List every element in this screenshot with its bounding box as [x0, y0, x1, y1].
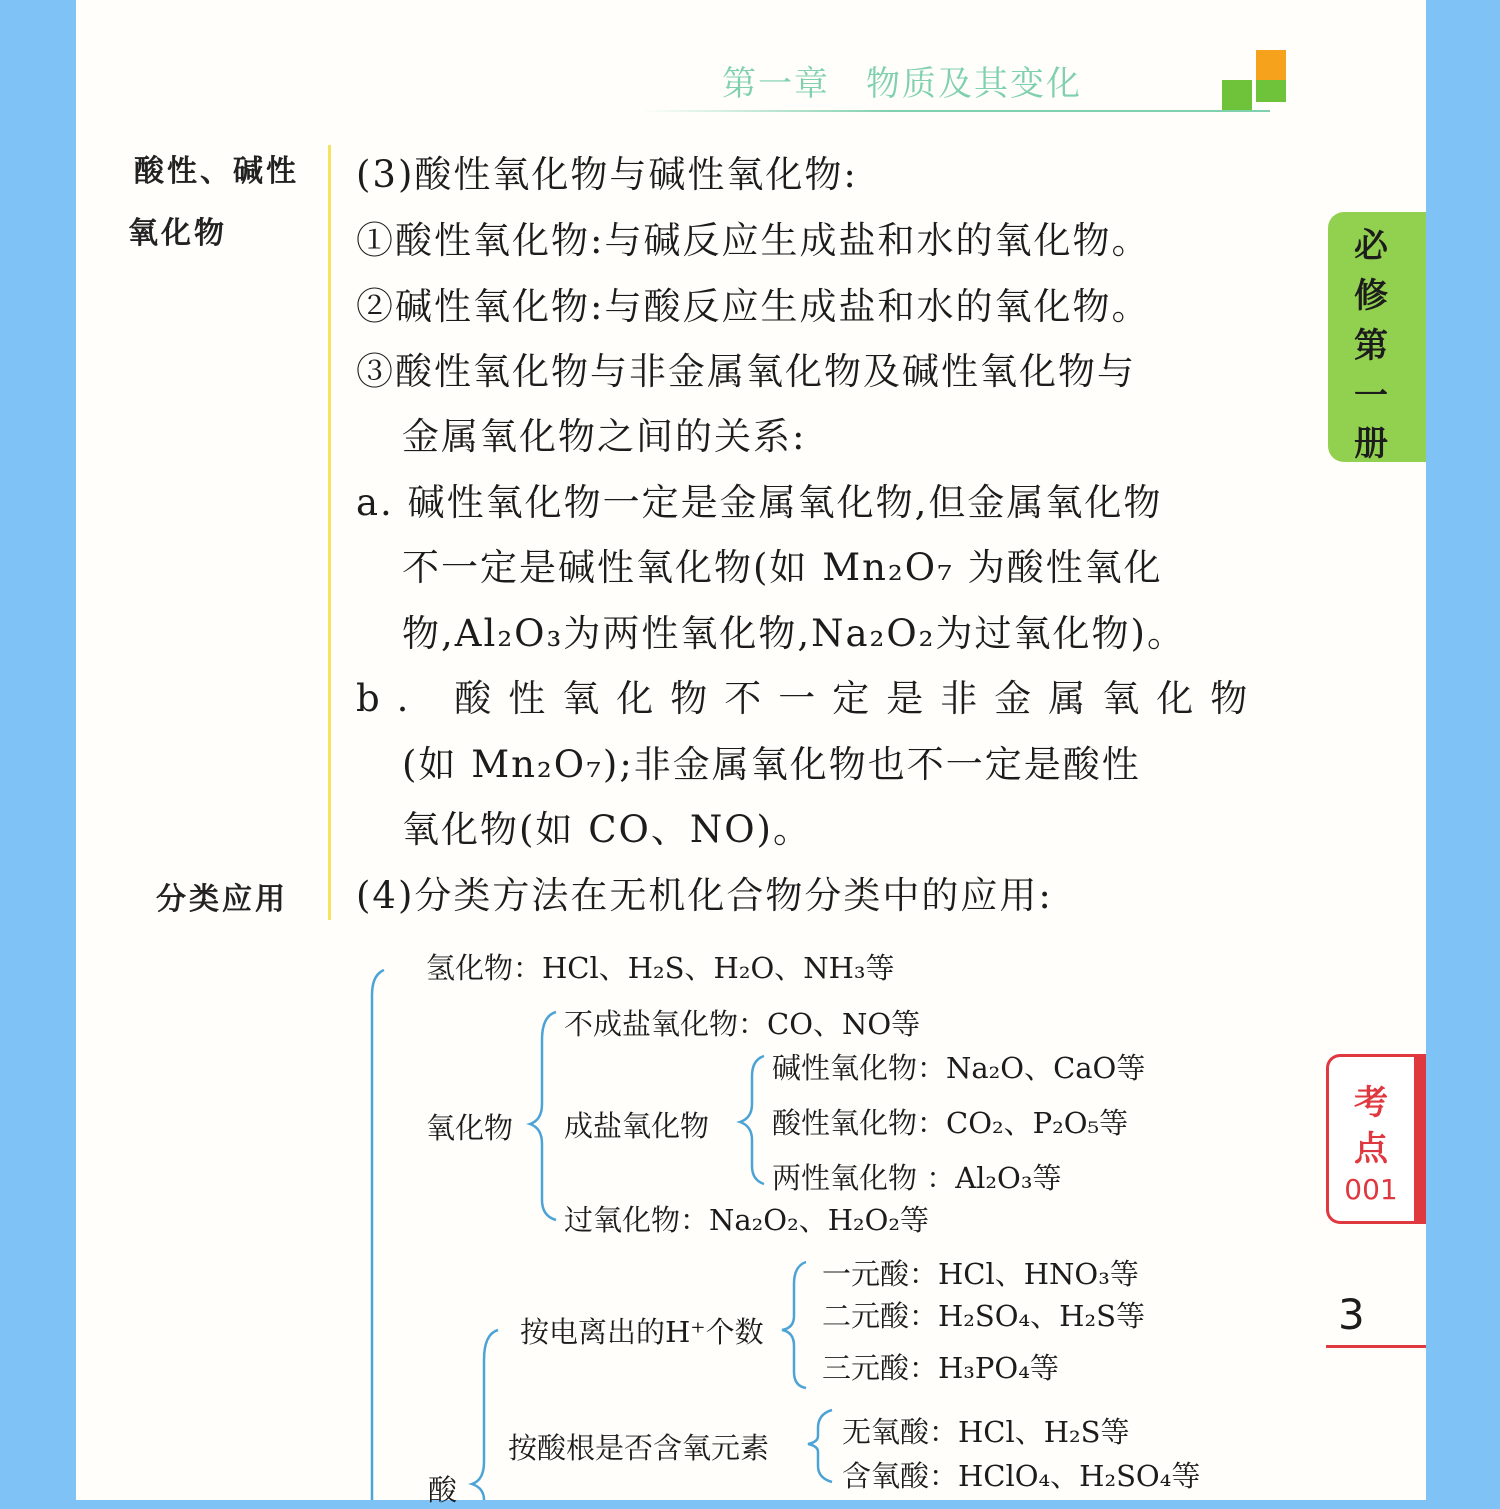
tree-peroxide: 过氧化物：Na₂O₂、H₂O₂等 — [564, 1203, 930, 1237]
tree-by-h-count-label: 按电离出的H⁺个数 — [520, 1315, 764, 1349]
book-tab-char: 一 — [1354, 376, 1388, 416]
tree-triprotic: 三元酸：H₃PO₄等 — [822, 1351, 1059, 1385]
body-line: 不一定是碱性氧化物(如 Mn₂O₇ 为酸性氧化 — [402, 546, 1163, 589]
book-tab-char: 修 — [1354, 276, 1388, 316]
tree-salt-oxide-label: 成盐氧化物 — [564, 1109, 710, 1143]
book-tab-char: 必 — [1354, 226, 1388, 266]
body-line: 金属氧化物之间的关系: — [402, 415, 807, 458]
book-tab-char: 册 — [1354, 424, 1388, 464]
body-line: (如 Mn₂O₇);非金属氧化物也不一定是酸性 — [402, 743, 1141, 786]
body-line: ①酸性氧化物:与碱反应生成盐和水的氧化物。 — [356, 219, 1151, 262]
point-tab-char: 点 — [1354, 1129, 1388, 1169]
body-line: a. 碱性氧化物一定是金属氧化物,但金属氧化物 — [356, 481, 1163, 524]
body-line: (3)酸性氧化物与碱性氧化物: — [356, 153, 858, 196]
tree-amphoteric-oxide: 两性氧化物 ：Al₂O₃等 — [772, 1161, 1062, 1195]
book-tab-char: 第 — [1354, 326, 1388, 366]
margin-label-classification: 分类应用 — [156, 882, 288, 917]
body-line: b. 酸性氧化物不一定是非金属氧化物 — [356, 677, 1265, 720]
point-tab-code: 001 — [1344, 1173, 1398, 1206]
tree-oxygen-free-acid: 无氧酸：HCl、H₂S等 — [842, 1415, 1130, 1449]
tree-acid-label: 酸 — [428, 1473, 458, 1507]
tree-oxide-label: 氧化物 — [426, 1111, 514, 1145]
tree-basic-oxide: 碱性氧化物：Na₂O、CaO等 — [772, 1051, 1146, 1085]
tree-by-oxygen-label: 按酸根是否含氧元素 — [508, 1431, 770, 1465]
tree-hydride: 氢化物：HCl、H₂S、H₂O、NH₃等 — [426, 951, 895, 985]
chapter-title: 第一章 物质及其变化 — [722, 64, 1082, 104]
page-number: 3 — [1338, 1290, 1365, 1339]
body-line: ②碱性氧化物:与酸反应生成盐和水的氧化物。 — [356, 285, 1151, 328]
body-line: (4)分类方法在无机化合物分类中的应用: — [356, 874, 1053, 917]
tree-non-salt-oxide: 不成盐氧化物：CO、NO等 — [564, 1007, 921, 1041]
body-line: ③酸性氧化物与非金属氧化物及碱性氧化物与 — [356, 350, 1136, 393]
margin-label-oxides-line2: 氧化物 — [128, 216, 227, 251]
body-line: 物,Al₂O₃为两性氧化物,Na₂O₂为过氧化物)。 — [402, 612, 1186, 655]
tree-diprotic: 二元酸：H₂SO₄、H₂S等 — [822, 1299, 1145, 1333]
tree-monoprotic: 一元酸：HCl、HNO₃等 — [822, 1257, 1139, 1291]
body-line: 氧化物(如 CO、NO)。 — [402, 808, 812, 851]
point-tab-char: 考 — [1354, 1083, 1388, 1123]
margin-label-oxides-line1: 酸性、碱性 — [134, 154, 299, 189]
tree-oxyacid: 含氧酸：HClO₄、H₂SO₄等 — [842, 1459, 1201, 1493]
tree-acidic-oxide: 酸性氧化物：CO₂、P₂O₅等 — [772, 1106, 1129, 1140]
